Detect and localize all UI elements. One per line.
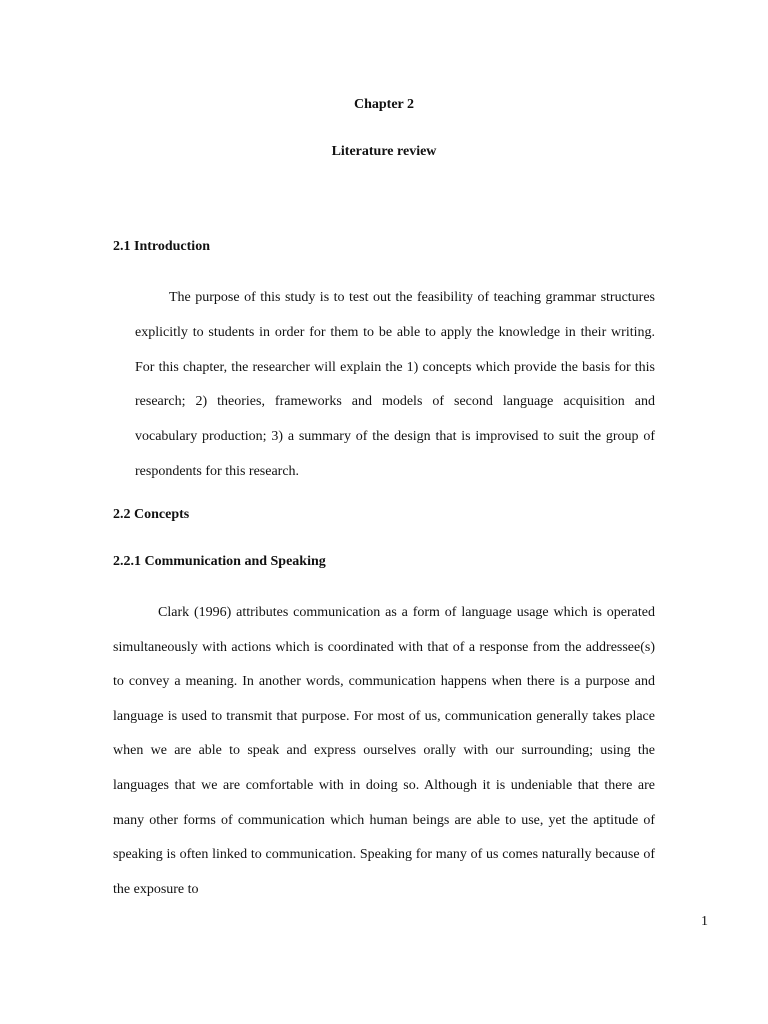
section-heading-introduction: 2.1 Introduction bbox=[113, 239, 210, 254]
chapter-title: Chapter 2 bbox=[353, 97, 415, 112]
page-number: 1 bbox=[701, 914, 708, 929]
introduction-paragraph: The purpose of this study is to test out the feasibility of teaching grammar structures explicitly to students in order for them to be able to apply the knowledge in their writing. For this chapter, the researcher will explain the 1) concepts which provide the basis for this research; 2) theories, frameworks and models of second language acquisition and vocabulary production; 3) a summary of the design that is improvised to suit the group of respondents for this research. bbox=[135, 290, 655, 479]
communication-paragraph: Clark (1996) attributes communication as a form of language usage which is operated simultaneously with actions which is coordinated with that of a response from the addressee(s) to convey a meaning. In another words, communication happens when there is a purpose and language is used to transmit that purpose. For most of us, communication generally takes place when we are able to speak and express ourselves orally with our surrounding; using the languages that we are comfortable with in doing so. Although it is undeniable that there are many other forms of communication which human beings are able to use, yet the aptitude of speaking is often linked to communication. Speaking for many of us comes naturally because of the exposure to bbox=[113, 605, 655, 897]
section-heading-communication-speaking: 2.2.1 Communication and Speaking bbox=[113, 554, 326, 569]
chapter-subtitle: Literature review bbox=[331, 144, 437, 159]
section-heading-concepts: 2.2 Concepts bbox=[113, 507, 190, 522]
